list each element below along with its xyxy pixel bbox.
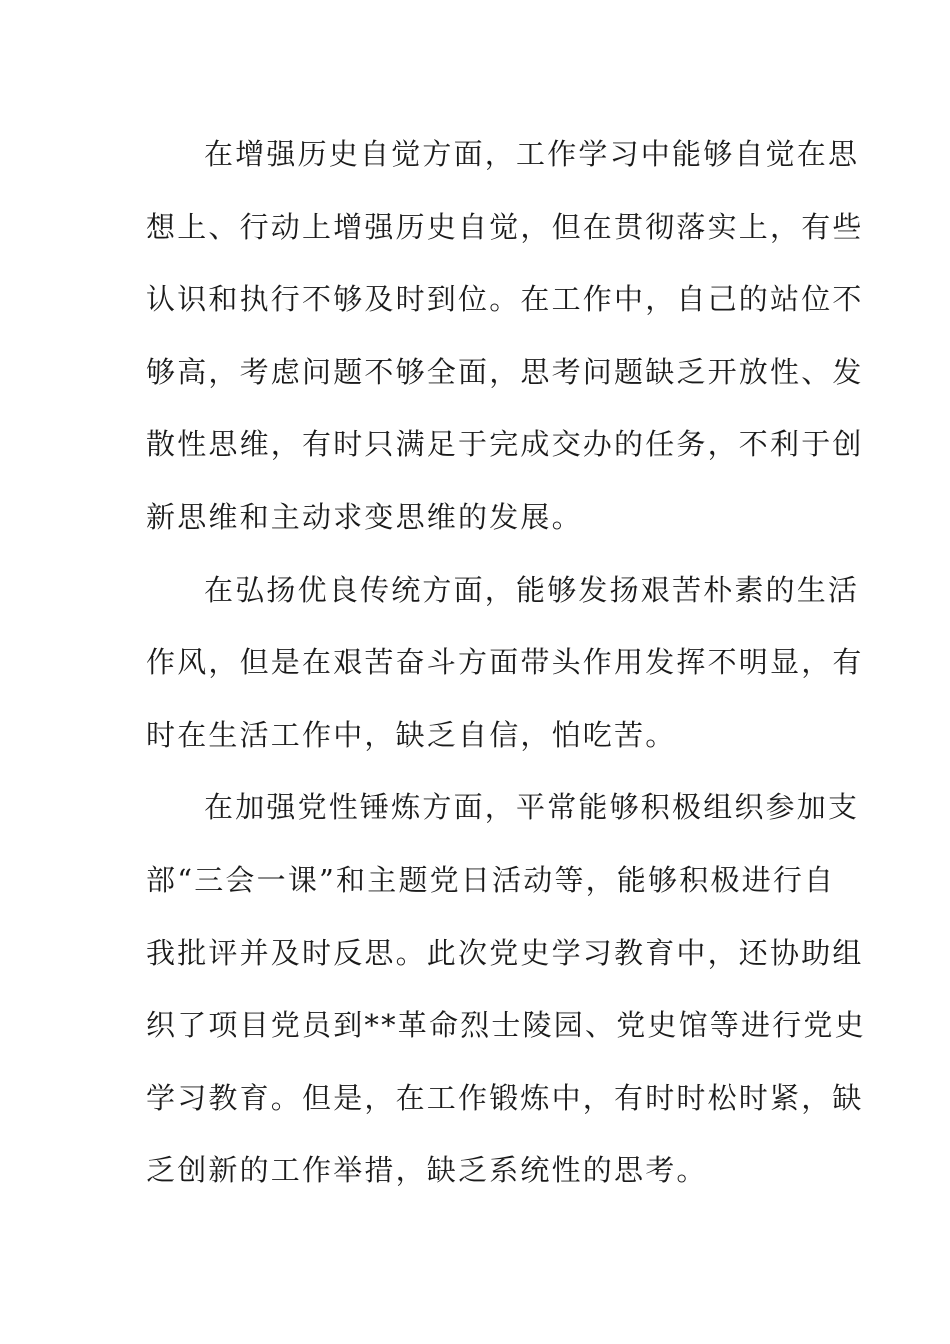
text-line: 认识和执行不够及时到位。在工作中，自己的站位不 [146,282,864,317]
text-line: 我批评并及时反思。此次党史学习教育中，还协助组 [146,935,864,970]
text-line: 散性思维，有时只满足于完成交办的任务，不利于创 [146,427,864,462]
text-line: 在加强党性锤炼方面，平常能够积极组织参加支 [204,790,860,825]
text-line: 在弘扬优良传统方面，能够发扬艰苦朴素的生活 [204,572,860,607]
text-line: 时在生活工作中，缺乏自信，怕吃苦。 [146,717,677,752]
text-line: 部“三会一课”和主题党日活动等，能够积极进行自 [146,862,836,897]
text-line: 乏创新的工作举措，缺乏系统性的思考。 [146,1153,708,1188]
paragraph-history-awareness [146,118,864,554]
text-line: 够高，考虑问题不够全面，思考问题缺乏开放性、发 [146,354,864,389]
document-body [146,118,866,1207]
text-line: 在增强历史自觉方面，工作学习中能够自觉在思 [204,137,860,171]
text-line: 想上、行动上增强历史自觉，但在贯彻落实上，有些 [146,209,864,244]
paragraph-party-spirit [146,771,866,1207]
paragraph-fine-traditions [146,554,864,772]
text-line: 作风，但是在艰苦奋斗方面带头作用发挥不明显，有 [146,645,864,680]
text-line: 新思维和主动求变思维的发展。 [146,499,583,534]
text-line: 织了项目党员到**革命烈士陵园、党史馆等进行党史 [146,1008,866,1043]
text-line: 学习教育。但是，在工作锻炼中，有时时松时紧，缺 [146,1080,864,1115]
